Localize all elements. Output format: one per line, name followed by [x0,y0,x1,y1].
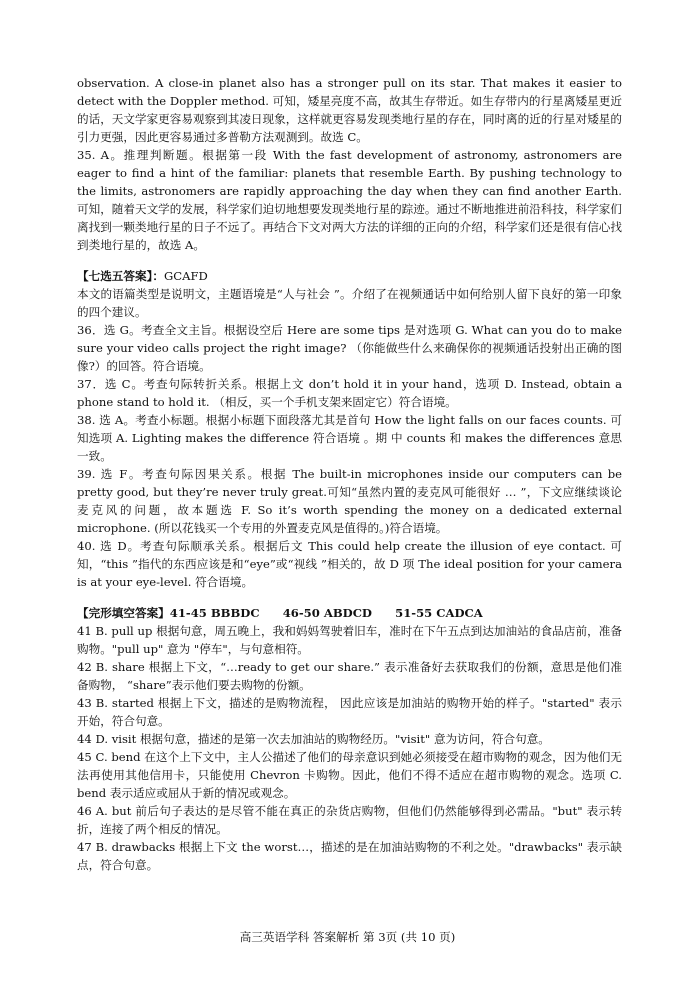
seven-five-heading-label: 【七选五答案】： [77,269,164,283]
cloze-heading: 【完形填空答案】41-45 BBBDC 46-50 ABDCD 51-55 CADCA [77,606,483,620]
seven-five-intro: 本文的语篇类型是说明文，主题语境是“人与社会 ”。介绍了在视频通话中如何给别人留下良好的第一印象的四个建议。 [77,287,622,319]
answer-41-paragraph: 41 B. pull up 根据句意，周五晚上，我和妈妈驾驶着旧车，准时在下午五点到达加油站的食品店前，准备购物。"pull up" 意为 "停车"，与句意相符。 [77,624,622,656]
answer-45-paragraph: 45 C. bend 在这个上下文中，主人公描述了他们的母亲意识到她必须接受在超市购物的观念，因为他们无法再使用其他信用卡，只能使用 Chevron 卡购物。因此，他们不得不适应在超市购物的观念。选项 C. bend 表示适应或屈从于新的情况或观念。 [77,750,622,800]
page-footer: 高三英语学科 答案解析 第 3页 (共 10 页) [239,930,456,944]
answer-36-paragraph: 36．选 G。考查全文主旨。根据设空后 Here are some tips 是对选项 G. What can you do to make sure your video calls project the right image? （你能做些什么来确保你的视频通话投射出正确的图像?）的回答。符合语境。 [77,323,622,373]
answer-39-paragraph: 39. 选 F。考查句际因果关系。根据 The built-in microphones inside our computers can be pretty good, but they’re never truly great.可知“虽然内置的麦克风可能很好 … ”，下文应继续谈论麦克风的问题，故本题选 F. So it’s worth spending the money on a dedicated external microphone. (所以花钱买一个专用的外置麦克风是值得的。)符合语境。 [77,467,622,535]
answer-47-paragraph: 47 B. drawbacks 根据上下文 the worst…，描述的是在加油站购物的不利之处。"drawbacks" 表示缺点，符合句意。 [77,840,622,872]
answer-42-paragraph: 42 B. share 根据上下文，“…ready to get our share.” 表示准备好去获取我们的份额，意思是他们准备购物， “share”表示他们要去购物的份额。 [77,660,622,692]
answer-37-paragraph: 37．选 C。考查句际转折关系。根据上文 don’t hold it in your hand，选项 D. Instead, obtain a phone stand to hold it. （相反，买一个手机支架来固定它）符合语境。 [77,377,622,409]
reading-continuation-paragraph: observation. A close-in planet also has a stronger pull on its star. That makes it easier to detect with the Doppler method. 可知，矮星亮度不高，故其生存带近。如生存带内的行星离矮星更近的话，天文学家更容易观察到其凌日现象，这样就更容易发现类地行星的存在，同时离的近的行星对矮星的引力更强，因此更容易通过多普勒方法观测到。故选 C。 [77,76,622,144]
seven-five-heading [77,267,622,285]
answer-38-paragraph: 38. 选 A。考查小标题。根据小标题下面段落尤其是首句 How the light falls on our faces counts. 可知选项 A. Lighting makes the difference 符合语境 。期 中 counts 和 makes the differences 意思一致。 [77,413,622,463]
answer-44-paragraph: 44 D. visit 根据句意，描述的是第一次去加油站的购物经历。"visit" 意为访问，符合句意。 [77,732,550,746]
answer-43-paragraph: 43 B. started 根据上下文，描述的是购物流程， 因此应该是加油站的购物开始的样子。"started" 表示开始，符合句意。 [77,696,622,728]
answer-46-paragraph: 46 A. but 前后句子表达的是尽管不能在真正的杂货店购物，但他们仍然能够得到必需品。"but" 表示转折，连接了两个相反的情况。 [77,804,622,836]
seven-five-answer-key: GCAFD [163,269,208,283]
answer-sheet-page [77,74,622,874]
answer-35-paragraph: 35. A。推理判断题。根据第一段 With the fast development of astronomy, astronomers are eager to find a hint of the familiar: planets that resemble Earth. By pushing technology to the limits, astronomers are rapidly approaching the day when they can find another Earth. 可知，随着天文学的发展，科学家们迫切地想要发现类地行星的踪迹。通过不断地推进前沿科技，科学家们离找到一颗类地行星的日子不远了。再结合下文对两大方法的详细的正向的介绍，科学家们还是很有信心找到类地行星的，故选 A。 [77,148,622,252]
answer-40-paragraph: 40. 选 D。考查句际顺承关系。根据后文 This could help create the illusion of eye contact. 可知，“this ”指代的东西应该是和“eye”或“视线 ”相关的，故 D 项 The ideal position for your camera is at your eye-level. 符合语境。 [77,539,622,589]
